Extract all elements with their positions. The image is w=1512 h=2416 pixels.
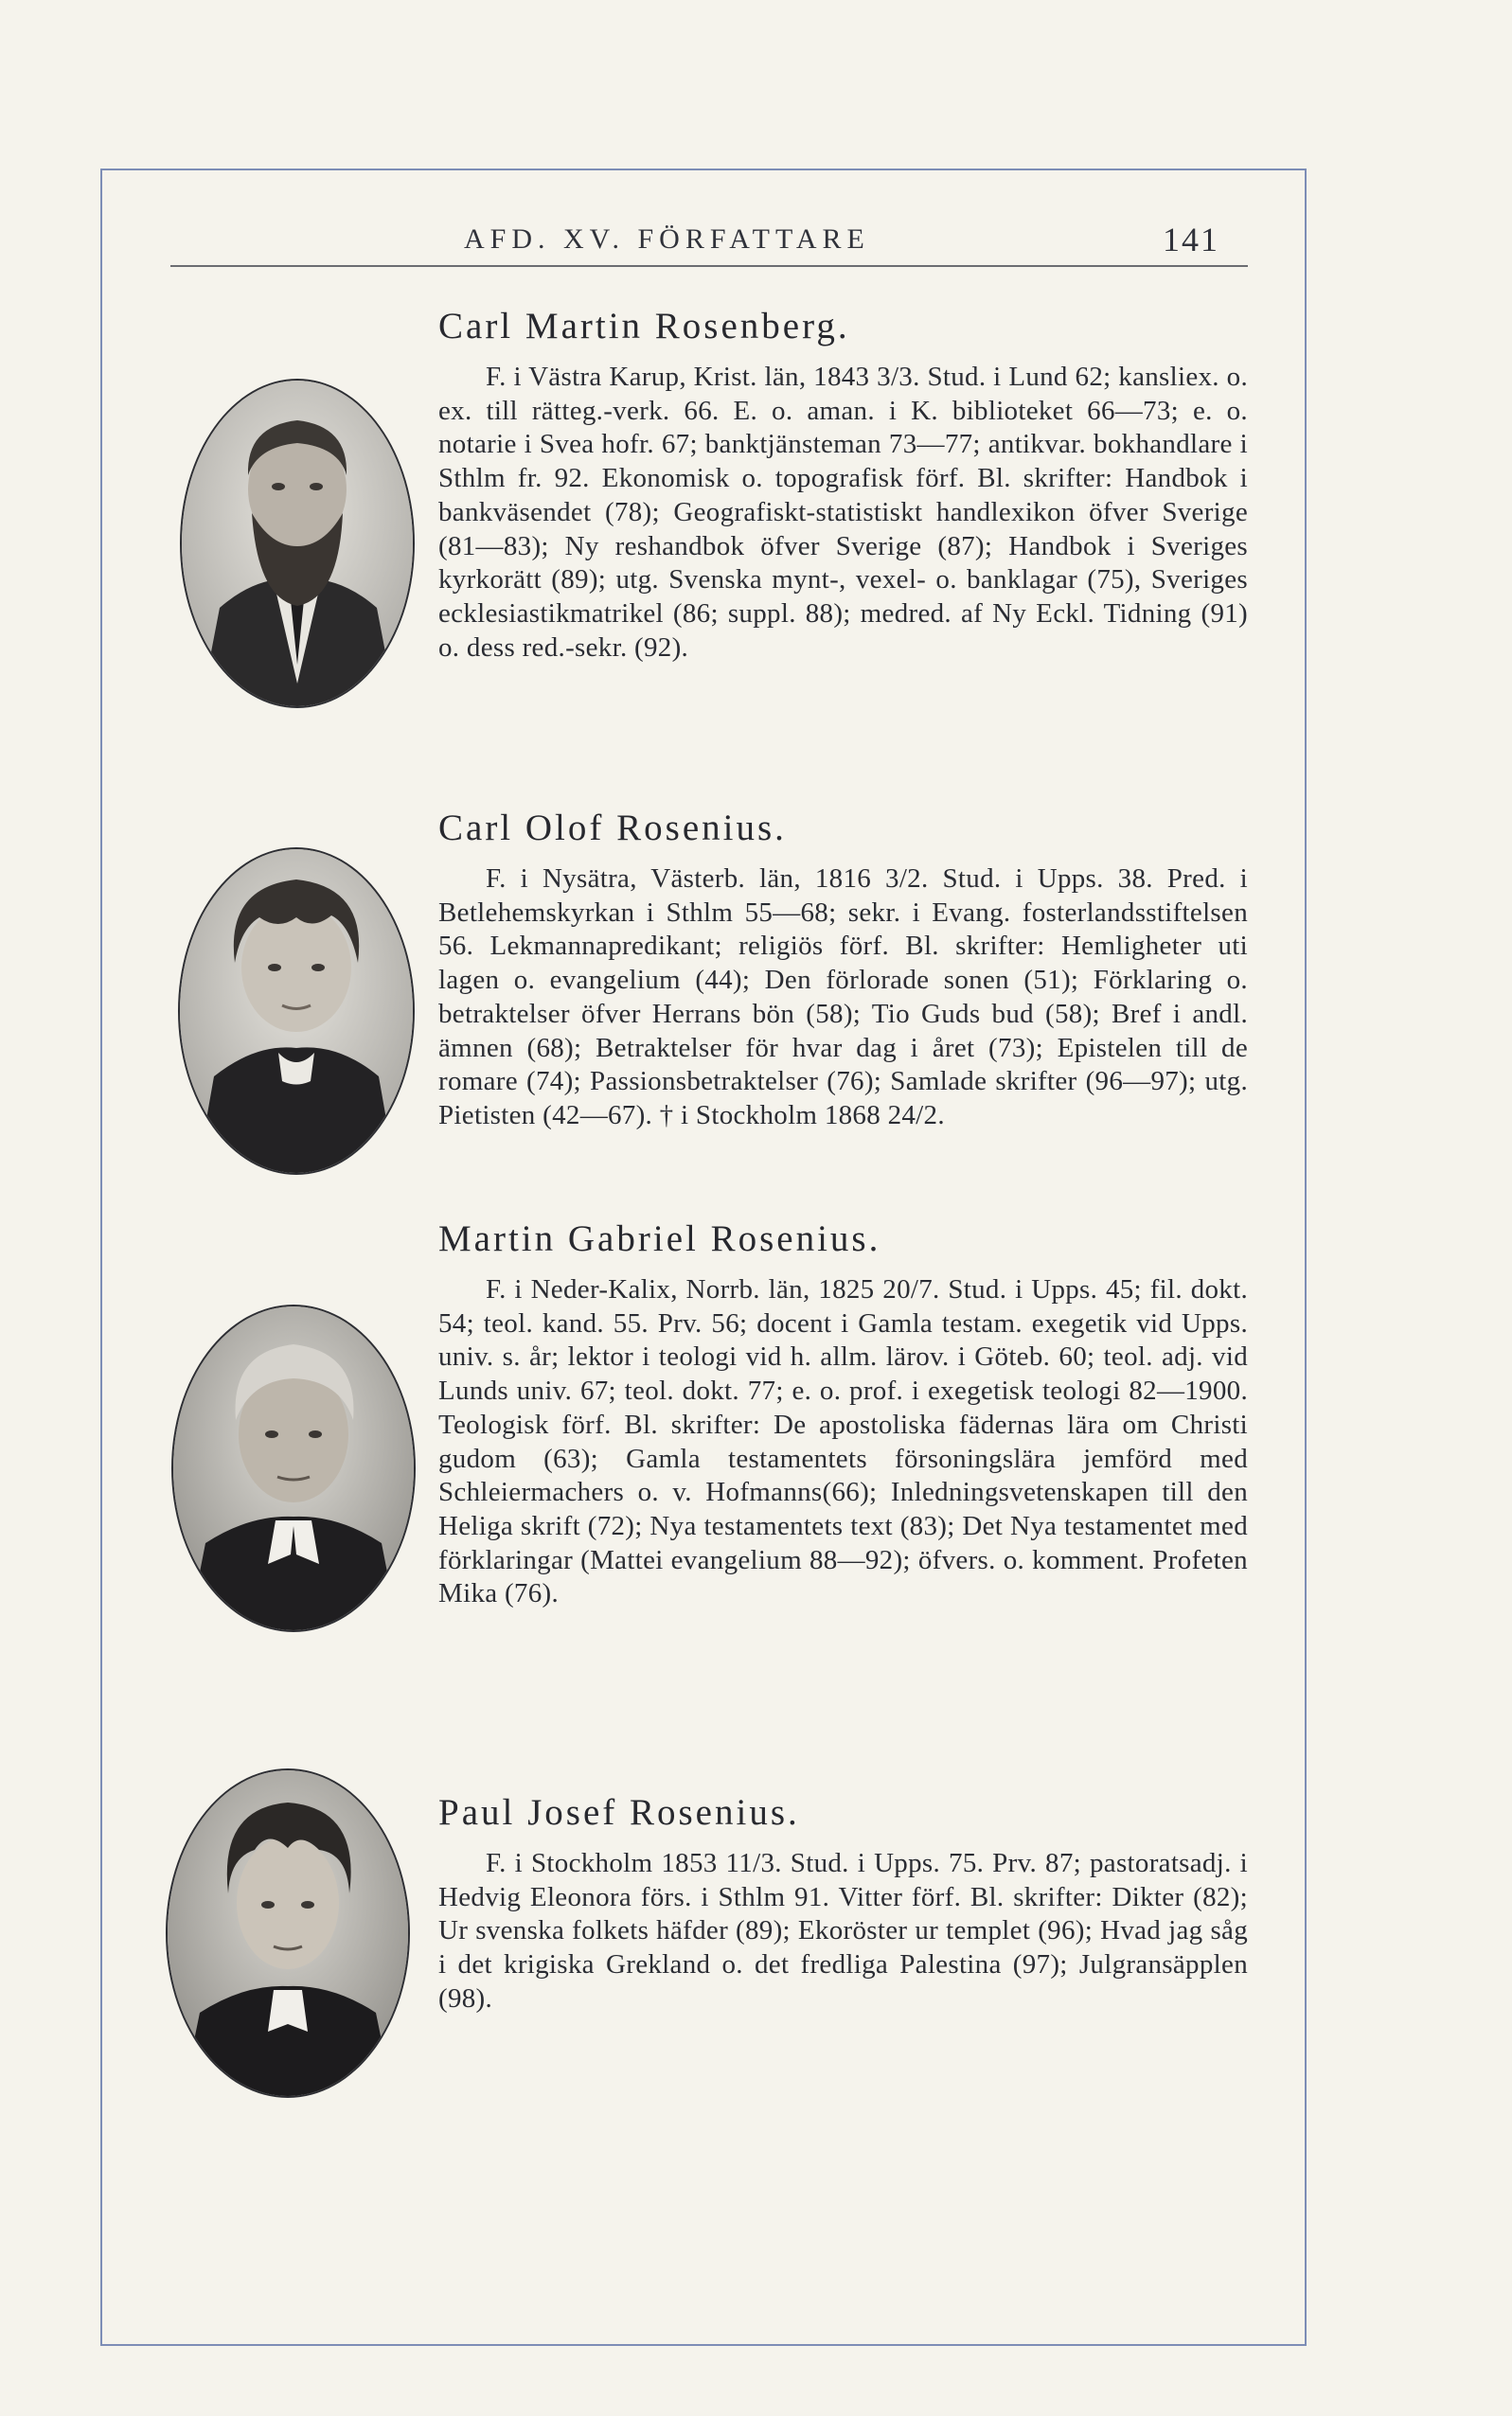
person-name: Paul Josef Rosenius. xyxy=(438,1792,800,1833)
biography: F. i Neder-Kalix, Norrb. län, 1825 20/7. Stud. i Upps. 45; fil. dokt. 54; teol. kand. 55. Prv. 56; docent i Gamla testam. exegetik vid Upps. univ. s. år; lektor i teologi vid h. allm. lärov. i Göteb. 60; teol. adj. vid Lunds univ. 67; teol. dokt. 77; e. o. prof. i exegetisk teologi 82—1900. Teologisk förf. Bl. skrifter: De apostoliska fädernas lära om Christi gudom (63); Gamla testamentets försoningslära jemförd med Schleiermachers o. v. Hofmanns(66); Inledningsvetenskapen till den Heliga skrift (72); Nya testamentets text (83); Det Nya testamentet med förklaringar (Mattei evangelium 88—92); öfvers. o. komment. Profeten Mika (76). xyxy=(438,1274,1248,1609)
biography: F. i Stockholm 1853 11/3. Stud. i Upps. 75. Prv. 87; pastoratsadj. i Hedvig Eleonora förs. i Sthlm 91. Vitter förf. Bl. skrifter: Dikter (82); Ur svenska folkets häfder (89); Ekoröster ur templet (96); Hvad jag såg i det krigiska Grekland o. det fredliga Palestina (97); Julgransäpplen (98). xyxy=(438,1848,1248,2014)
biography: F. i Västra Karup, Krist. län, 1843 3/3. Stud. i Lund 62; kansliex. o. ex. till rätteg.-verk. 66. E. o. aman. i K. biblioteket 66—73; e. o. notarie i Svea hofr. 67; banktjänsteman 73—77; antikvar. bokhandlare i Sthlm fr. 92. Ekonomisk o. topografisk förf. Bl. skrifter: Handbok i bankväsendet (78); Geografiskt-statistiskt handlexikon öfver Sverige (81—83); Ny reshandbok öfver Sverige (87); Handbok i Sveriges kyrkorätt (89); utg. Svenska mynt-, vexel- o. banklagar (75), Sveriges ecklesiastikmatrikel (86; suppl. 88); medred. af Ny Eckl. Tidning (91) o. dess red.-sekr. (92). xyxy=(438,362,1248,663)
person-name: Martin Gabriel Rosenius. xyxy=(438,1218,881,1259)
portrait-clergyman-white-hair-icon xyxy=(171,1305,416,1632)
header-rule xyxy=(170,265,1248,267)
person-name: Carl Martin Rosenberg. xyxy=(438,306,850,346)
running-title: AFD. XV. FÖRFATTARE xyxy=(464,223,870,255)
portrait-curly-haired-man-icon xyxy=(178,847,415,1175)
biography: F. i Nysätra, Västerb. län, 1816 3/2. Stud. i Upps. 38. Pred. i Betlehemskyrkan i Sthlm 55—68; sekr. i Evang. fosterlandsstiftelsen 56. Lekmannapredikant; religiös förf. Bl. skrifter: Hemligheter uti lagen o. evangelium (44); Den förlorade sonen (51); Förklaring o. betraktelser öfver Herrans bön (58); Tio Guds bud (58); Bref i andl. ämnen (68); Betraktelser för hvar dag i året (73); Epistelen till de romare (74); Passionsbetraktelser (76); Samlade skrifter (96—97); utg. Pietisten (42—67). † i Stockholm 1868 24/2. xyxy=(438,863,1248,1130)
entry-text xyxy=(438,1217,1248,1611)
entry-text xyxy=(438,305,1248,665)
portrait-bearded-man-icon xyxy=(180,379,415,708)
entry-text xyxy=(438,807,1248,1133)
entry-text xyxy=(438,1791,1248,2016)
portrait-young-clergyman-icon xyxy=(166,1768,410,2098)
person-name: Carl Olof Rosenius. xyxy=(438,808,787,848)
page-number: 141 xyxy=(1163,221,1219,258)
